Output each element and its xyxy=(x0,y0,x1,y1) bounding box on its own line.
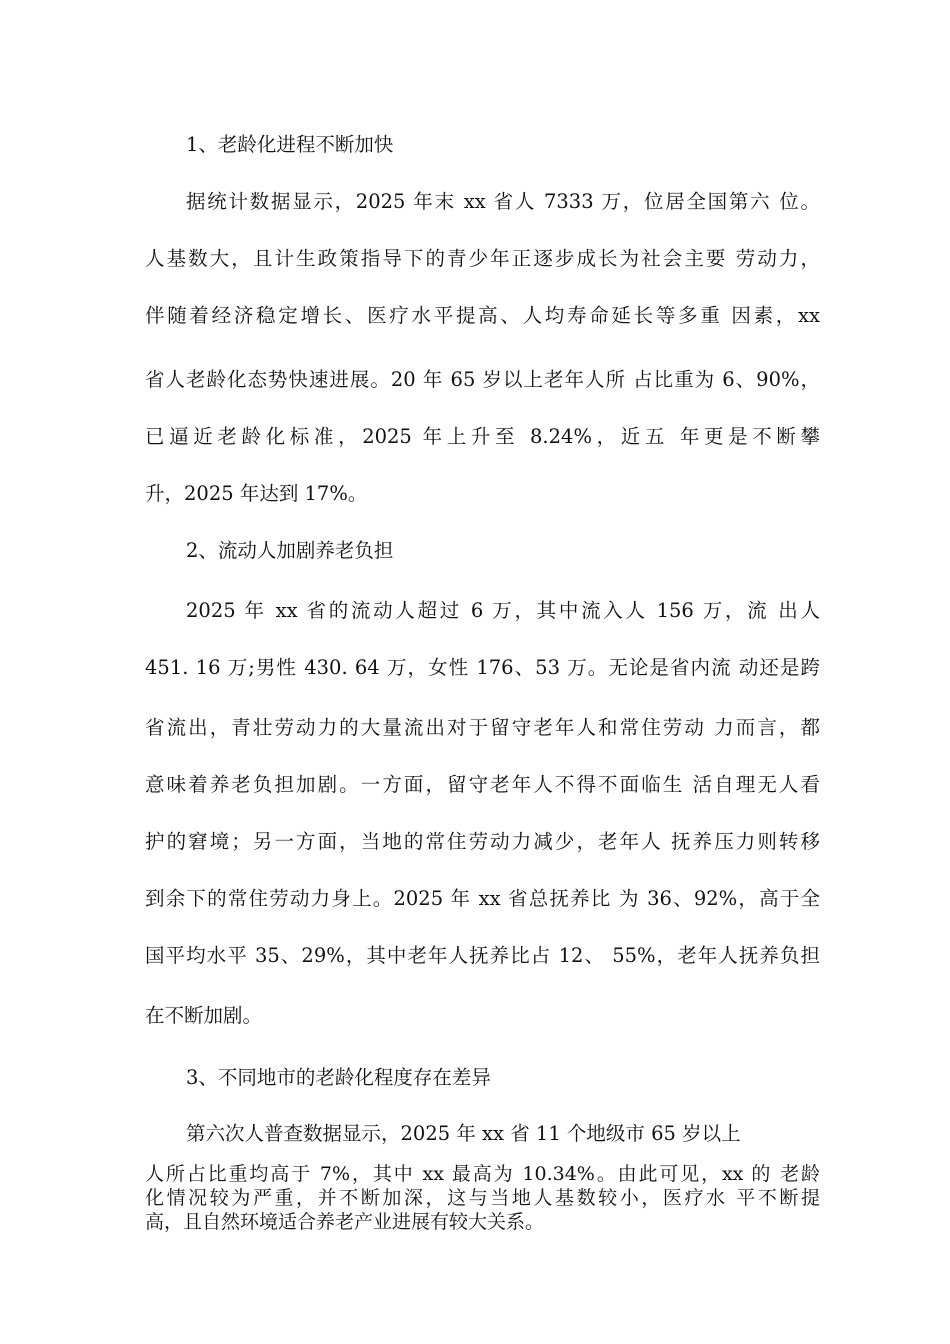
paragraph-line: 省流出，青壮劳动力的大量流出对于留守老年人和常住劳动 力而言，都 xyxy=(145,716,820,739)
paragraph-line: 国平均水平 35、29%，其中老年人抚养比占 12、 55%，老年人抚养负担 xyxy=(145,944,820,967)
section-heading: 3、不同地市的老龄化程度存在差异 xyxy=(186,1066,491,1089)
section-heading: 2、流动人加剧养老负担 xyxy=(186,539,394,562)
paragraph-line: 第六次人普查数据显示，2025 年 xx 省 11 个地级市 65 岁以上 xyxy=(186,1122,741,1145)
paragraph-line: 高，且自然环境适合养老产业进展有较大关系。 xyxy=(145,1211,545,1233)
paragraph-line: 化情况较为严重，并不断加深，这与当地人基数较小，医疗水 平不断提 xyxy=(145,1187,820,1209)
paragraph-line: 人基数大，且计生政策指导下的青少年正逐步成长为社会主要 劳动力， xyxy=(145,247,820,270)
paragraph-line: 人所占比重均高于 7%，其中 xx 最高为 10.34%。由此可见，xx 的 老龄 xyxy=(145,1163,820,1185)
paragraph-line: 据统计数据显示，2025 年末 xx 省人 7333 万，位居全国第六 位。 xyxy=(186,190,820,213)
paragraph-line: 到余下的常住劳动力身上。2025 年 xx 省总抚养比 为 36、92%，高于全 xyxy=(145,887,820,910)
paragraph-line: 省人老龄化态势快速进展。20 年 65 岁以上老年人所 占比重为 6、90%， xyxy=(145,368,820,391)
paragraph-line: 在不断加剧。 xyxy=(145,1004,263,1027)
paragraph-line: 已逼近老龄化标准，2025 年上升至 8.24%，近五 年更是不断攀 xyxy=(145,425,820,448)
paragraph-line: 意味着养老负担加剧。一方面，留守老年人不得不面临生 活自理无人看 xyxy=(145,773,820,796)
paragraph-line: 451. 16 万;男性 430. 64 万，女性 176、53 万。无论是省内流 动还是跨 xyxy=(145,656,820,679)
paragraph-line: 升，2025 年达到 17%。 xyxy=(145,482,368,505)
section-heading: 1、老龄化进程不断加快 xyxy=(186,133,394,156)
paragraph-line: 护的窘境；另一方面，当地的常住劳动力减少，老年人 抚养压力则转移 xyxy=(145,830,820,853)
paragraph-line: 2025 年 xx 省的流动人超过 6 万，其中流入人 156 万，流 出人 xyxy=(186,599,820,622)
paragraph-line: 伴随着经济稳定增长、医疗水平提高、人均寿命延长等多重 因素，xx xyxy=(145,304,820,327)
